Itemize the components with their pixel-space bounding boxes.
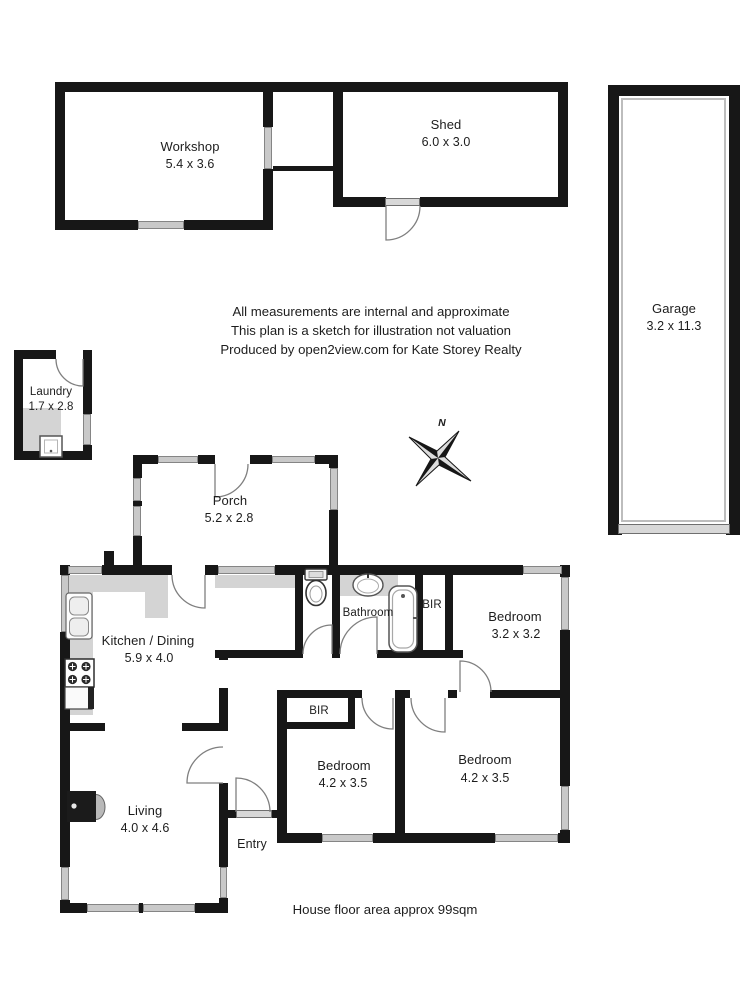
entry-door-swing [236,778,270,812]
disclaimer-line-1: All measurements are internal and approximate [232,304,510,319]
disclaimer [220,302,521,360]
kitchen-door-swing [172,575,205,608]
laundry-label: Laundry [29,386,73,398]
bedroom-middle-label: Bedroom [317,758,371,773]
bedroom-rear-dims: 3.2 x 3.2 [491,627,541,641]
entry-label: Entry [237,837,267,851]
bedroom-front-dims: 4.2 x 3.5 [460,771,510,785]
bedroom-front-label: Bedroom [458,752,512,767]
shed-dims: 6.0 x 3.0 [421,135,471,149]
laundry-door-swing [56,359,83,386]
disclaimer-line-2: This plan is a sketch for illustration not valuation [230,323,511,339]
toilet-icon [305,569,327,606]
shed-door-swing [386,206,420,240]
bedroom-rear-door-swing [460,661,491,692]
garage-dims: 3.2 x 11.3 [646,319,702,333]
bathroom-door-swing [340,617,377,654]
workshop-dims: 5.4 x 3.6 [165,157,215,171]
laundry-dims: 1.7 x 2.8 [28,401,74,413]
kitchen-dining-dims: 5.9 x 4.0 [124,651,174,665]
laundry-trough-icon [40,436,62,457]
bir-hall-label: BIR [422,599,442,611]
wc-door-swing [303,625,332,654]
bedroom-middle-door-swing [362,698,393,729]
bedroom-middle-dims: 4.2 x 3.5 [318,776,368,790]
porch-label: Porch [212,493,248,508]
living-dims: 4.0 x 4.6 [120,821,170,835]
porch-dims: 5.2 x 2.8 [204,511,254,525]
bedroom-rear-label: Bedroom [488,609,542,624]
disclaimer-line-3: Produced by open2view.com for Kate Storey Realty [220,342,522,358]
compass-icon [409,431,471,486]
door-swings [56,206,491,812]
shed-label: Shed [430,117,462,132]
stove-icon [65,659,94,709]
living-label: Living [127,803,163,818]
bedroom-front-door-swing [411,698,445,732]
bir-bedroom-label: BIR [309,705,329,717]
workshop-label: Workshop [160,139,220,154]
bathroom-label: Bathroom [342,607,394,619]
kitchen-sink-icon [66,593,92,639]
garage-label: Garage [652,301,696,316]
fireplace-icon [67,791,105,822]
compass-north-label: N [438,417,446,429]
living-door-swing [187,747,223,783]
basin-icon [353,573,383,596]
bathtub-icon [389,586,418,652]
kitchen-dining-label: Kitchen / Dining [101,633,195,648]
floor-area-note: House floor area approx 99sqm [292,902,478,917]
